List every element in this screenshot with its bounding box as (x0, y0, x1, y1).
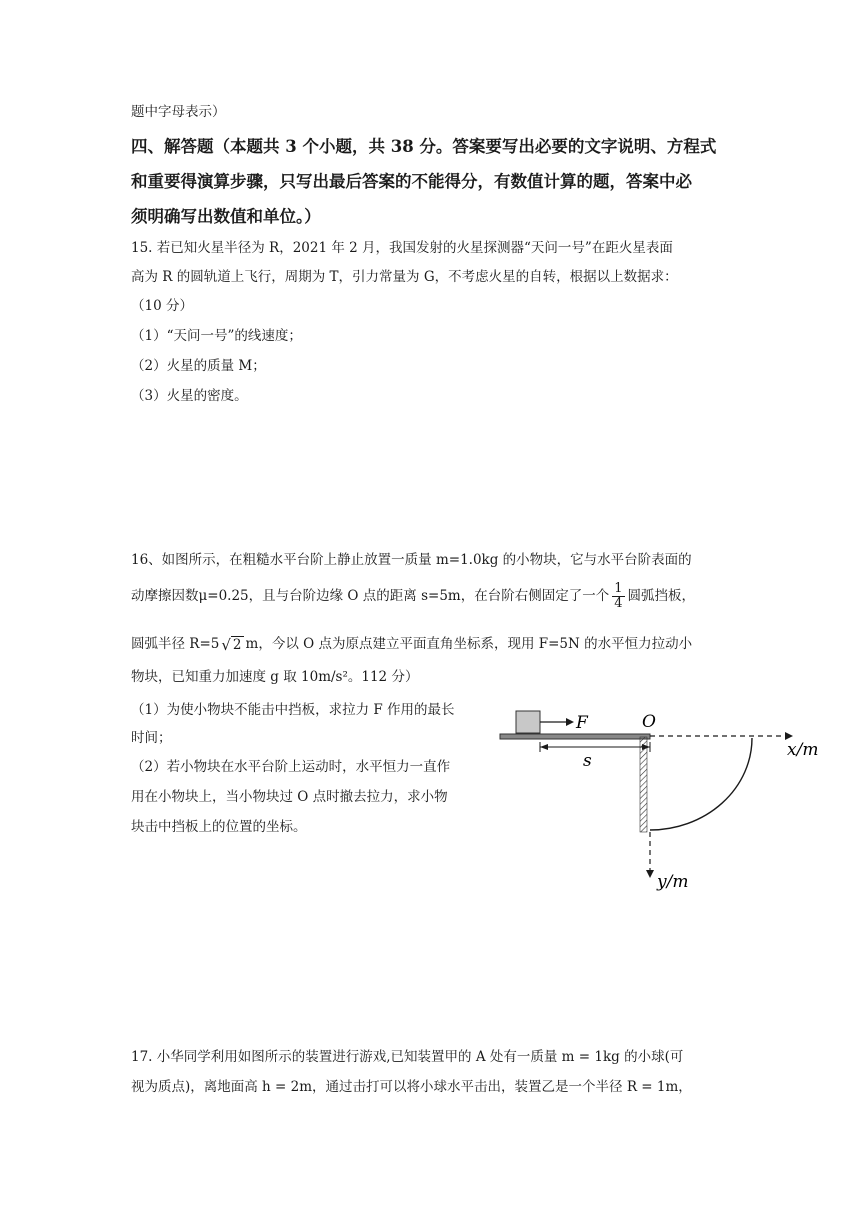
section-heading-line-2: 和重要得演算步骤，只写出最后答案的不能得分，有数值计算的题，答案中必 (131, 172, 692, 191)
s-label: s (583, 751, 592, 771)
q17-line-2: 视为质点)，离地面高 h = 2m，通过击打可以将小球水平击出，装置乙是一个半径 R = 1m， (131, 1079, 692, 1095)
fraction-denominator: 4 (614, 596, 623, 611)
q16-line-2-b: 圆弧挡板， (627, 588, 695, 604)
q16-line-2-a: 动摩擦因数μ=0.25，且与台阶边缘 O 点的距离 s=5m，在台阶右侧固定了一个 (131, 588, 610, 604)
x-axis-label (787, 740, 818, 760)
x-axis-arrow-head (785, 732, 793, 740)
q16-sub-2-line-3: 块击中挡板上的位置的坐标。 (131, 819, 307, 835)
q15-sub-1: （1）“天问一号”的线速度； (131, 328, 302, 344)
section-heading-line-3: 须明确写出数值和单位。） (131, 207, 321, 226)
q16-sub-1-line-1: （1）为使小物块不能击中挡板，求拉力 F 作用的最长 (131, 702, 455, 718)
q16-sub-1-line-2: 时间； (131, 730, 172, 746)
y-axis-arrow-head (646, 870, 654, 878)
origin-label: O (642, 712, 656, 732)
q16-line-1: 16、如图所示，在粗糙水平台阶上静止放置一质量 m=1.0kg 的小物块，它与水平台阶表面的 (131, 552, 692, 568)
fraction-numerator: 1 (614, 581, 623, 596)
q15-line-3: （10 分） (131, 298, 193, 314)
q15-sub-3: （3）火星的密度。 (131, 388, 248, 404)
quarter-arc-baffle (650, 738, 752, 830)
step-arc-figure (495, 700, 835, 900)
sqrt-symbol: √ 2 (221, 636, 242, 654)
force-arrow-head (566, 718, 574, 726)
q15-sub-2: （2）火星的质量 M； (131, 358, 266, 374)
horizontal-step (500, 734, 650, 739)
q15-line-1: 15. 若已知火星半径为 R，2021 年 2 月，我国发射的火星探测器“天问一号”在距火星表面 (131, 240, 673, 256)
q16-line-3 (131, 632, 692, 653)
s-arrow-left (540, 744, 548, 750)
y-axis-label-text: y/m (657, 872, 689, 892)
q16-line-4: 物块，已知重力加速度 g 取 10m/s²。112 分） (131, 669, 419, 685)
section-heading-line-1: 四、解答题（本题共 3 个小题，共 38 分。答案要写出必要的文字说明、方程式 (131, 137, 717, 156)
y-axis-label (656, 872, 688, 892)
q16-sub-2-line-1: （2）若小物块在水平台阶上运动时，水平恒力一直作 (131, 759, 451, 775)
vertical-wall (640, 737, 647, 832)
quarter-fraction (612, 582, 624, 611)
sqrt-radicand: 2 (232, 637, 242, 653)
q16-line-3-a: 圆弧半径 R=5 (131, 636, 220, 652)
q16-line-2 (131, 582, 695, 611)
small-block (516, 711, 540, 733)
x-axis-label-text: x/m (787, 740, 819, 760)
continuation-text: 题中字母表示） (131, 104, 226, 120)
q15-line-2: 高为 R 的圆轨道上飞行，周期为 T，引力常量为 G，不考虑火星的自转，根据以上数据求： (131, 269, 678, 285)
q16-sub-2-line-2: 用在小物块上，当小物块过 O 点时撤去拉力，求小物 (131, 789, 448, 805)
force-label: F (576, 713, 588, 733)
q17-line-1: 17. 小华同学利用如图所示的装置进行游戏,已知装置甲的 A 处有一质量 m = 1kg 的小球(可 (131, 1049, 684, 1065)
q16-line-3-b: m，今以 O 点为原点建立平面直角坐标系，现用 F=5N 的水平恒力拉动小 (245, 636, 693, 652)
